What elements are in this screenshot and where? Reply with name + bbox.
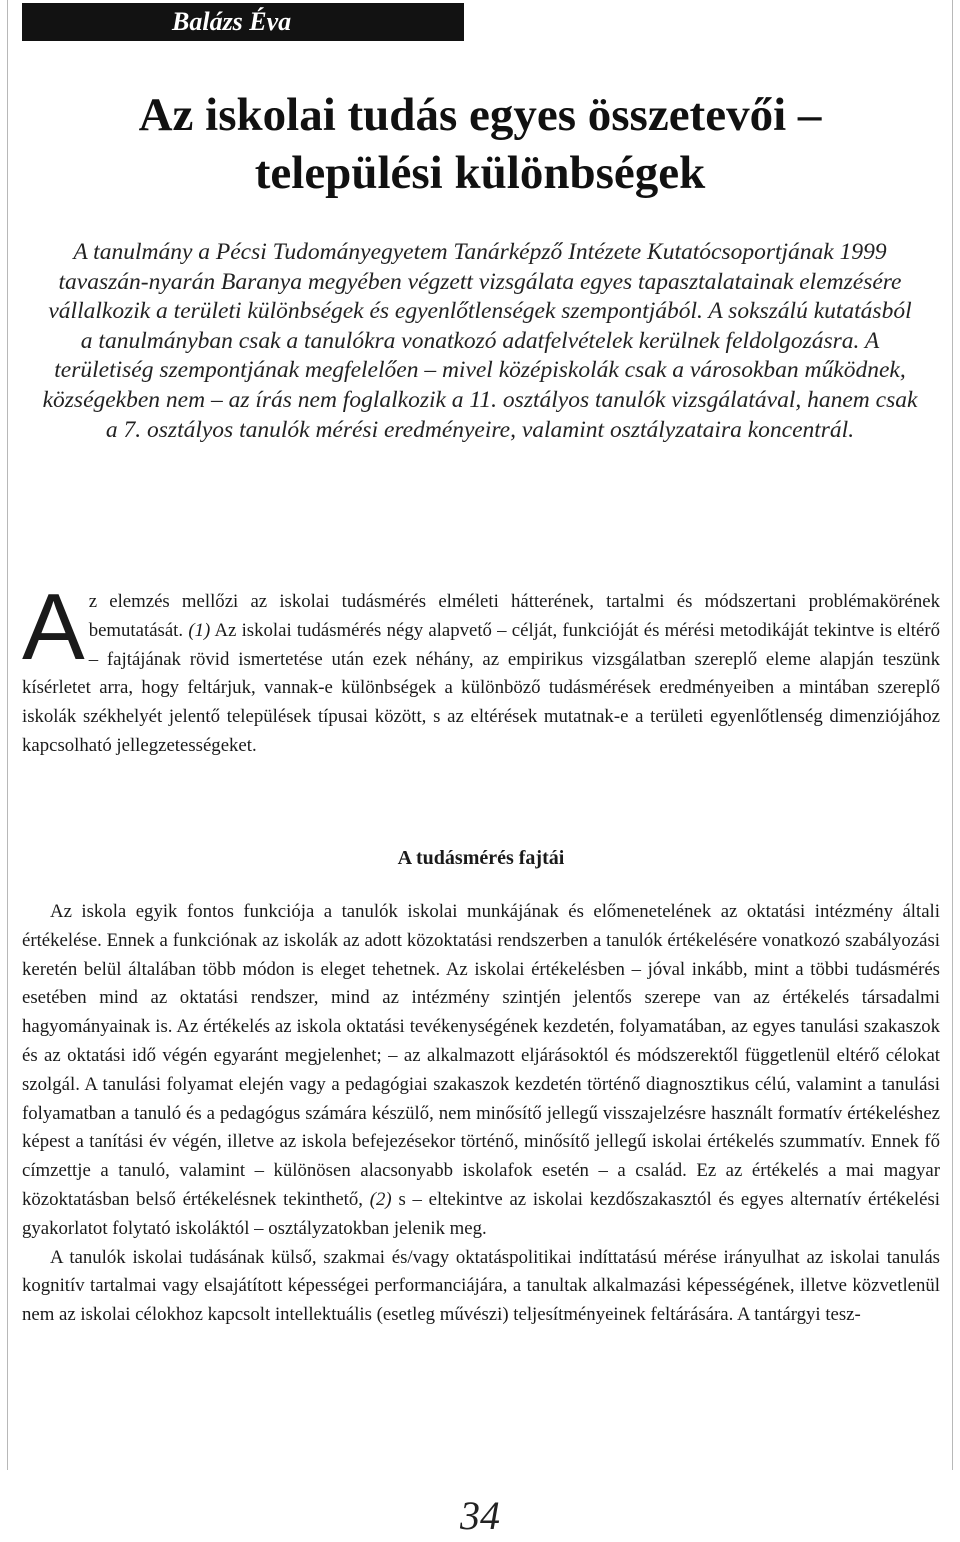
section-body xyxy=(22,898,940,1330)
footnote-ref-1: (1) xyxy=(188,619,211,641)
title-line-1: Az iskolai tudás egyes összetevői – xyxy=(138,89,822,141)
section-heading: A tudásmérés fajtái xyxy=(397,847,565,869)
section-p1-text-rest: s – eltekintve az iskolai kezdőszakasztól és egyes alternatív értékelési gyakorlatot folytató iskoláktól – osztályzatokban jelenik meg. xyxy=(22,1188,941,1239)
article-title xyxy=(22,86,938,202)
section-paragraph-1 xyxy=(22,898,940,1244)
article-abstract: A tanulmány a Pécsi Tudományegyetem Tanárképző Intézete Kutatócsoportjának 1999 tavaszán-nyarán Baranya megyében végzett vizsgálata egyes tapasztalatainak elemzésére vállalkozik a területi különbségek és egyenlőtlenségek szempontjából. A sokszálú kutatásból a tanulmányban csak a tanulókra vonatkozó adatfelvételek kerülnek feldolgozásra. A területiség szempontjának megfelelően – mivel középiskolák csak a városokban működnek, községekben nem – az írás nem foglalkozik a 11. osztályos tanulók vizsgálatával, hanem csak a 7. osztályos tanulók mérési eredményeire, valamint osztályzataira koncentrál. xyxy=(42,239,918,443)
right-margin-rule xyxy=(952,0,953,1470)
intro-text-rest: Az iskolai tudásmérés négy alapvető – célját, funkcióját és mérési metodikáját tekintve is eltérő – fajtájának rövid ismertetése után ezek néhány, az empirikus vizsgálatban szereplő eleme alapján teszünk kísérletet arra, hogy feltárjuk, vannak-e különbségek a különböző tudásmérések eredményeiben a mintában szereplő iskolák székhelyét jelentő települések típusai között, s az eltérések mutatnak-e a területi egyenlőtlenség dimenziójához kapcsolható jellegzetességeket. xyxy=(22,619,940,756)
page-number: 34 xyxy=(460,1493,500,1538)
author-header-bar xyxy=(22,3,464,41)
left-margin-rule xyxy=(7,0,8,1470)
intro-paragraph xyxy=(22,574,940,761)
title-line-2: települési különbségek xyxy=(254,147,706,199)
section-paragraph-2: A tanulók iskolai tudásának külső, szakmai és/vagy oktatáspolitikai indíttatású mérése irányulhat az iskolai tanulás kognitív tartalmai vagy elsajátított képességei performanciájára, a tanultak alkalmazási képességének, illetve közvetlenül nem az iskolai célokhoz kapcsolt intellektuális (esetleg művészi) teljesítményeinek feltárására. A tantárgyi tesz- xyxy=(22,1246,940,1326)
footnote-ref-2: (2) xyxy=(369,1188,392,1210)
drop-cap: A xyxy=(22,574,85,679)
section-p1-text-start: Az iskola egyik fontos funkciója a tanulók iskolai munkájának és előmenetelének az oktatási intézmény általi értékelése. Ennek a funkciónak az iskolák az adott közoktatási rendszerben a tanulók értékelésére vonatkozó szabályozási keretén belül általában több módon is eleget tehetnek. Az iskolai értékelésben – jóval inkább, mint a többi tudásmérés esetében mind az oktatási rendszer, mind az intézmény szintjén jelentős szerepe van az értékelés társadalmi hagyományainak is. Az értékelés az iskola oktatási tevékenységének kezdetén, folyamatában, az egyes tanulási szakaszok és az oktatási idő végén egyaránt megjelenhet; – az alkalmazott eljárásoktól és módszerektől függetlenül eltérő célokat szolgál. A tanulási folyamat elején vagy a pedagógiai szakaszok kezdetén történő diagnosztikus célú, valamint a tanulási folyamatban a tanuló és a pedagógus számára készülő, nem minősítő jellegű visszajelzésre használt formatív értékeléshez képest a tanítási év végén, illetve az iskola befejezésekor történő, minősítő jellegű iskolai értékelés szummatív. Ennek fő címzettje a tanuló, valamint – különösen alacsonyabb iskolafok esetén – a család. Ez az értékelés a mai magyar közoktatásban belső értékelésnek tekinthető, xyxy=(22,901,940,1210)
author-name: Balázs Éva xyxy=(172,7,292,36)
intro-text-start: z elemzés mellőzi az iskolai tudásmérés elméleti hátterének, tartalmi és módszertani problémakörének bemutatását. xyxy=(88,591,940,641)
